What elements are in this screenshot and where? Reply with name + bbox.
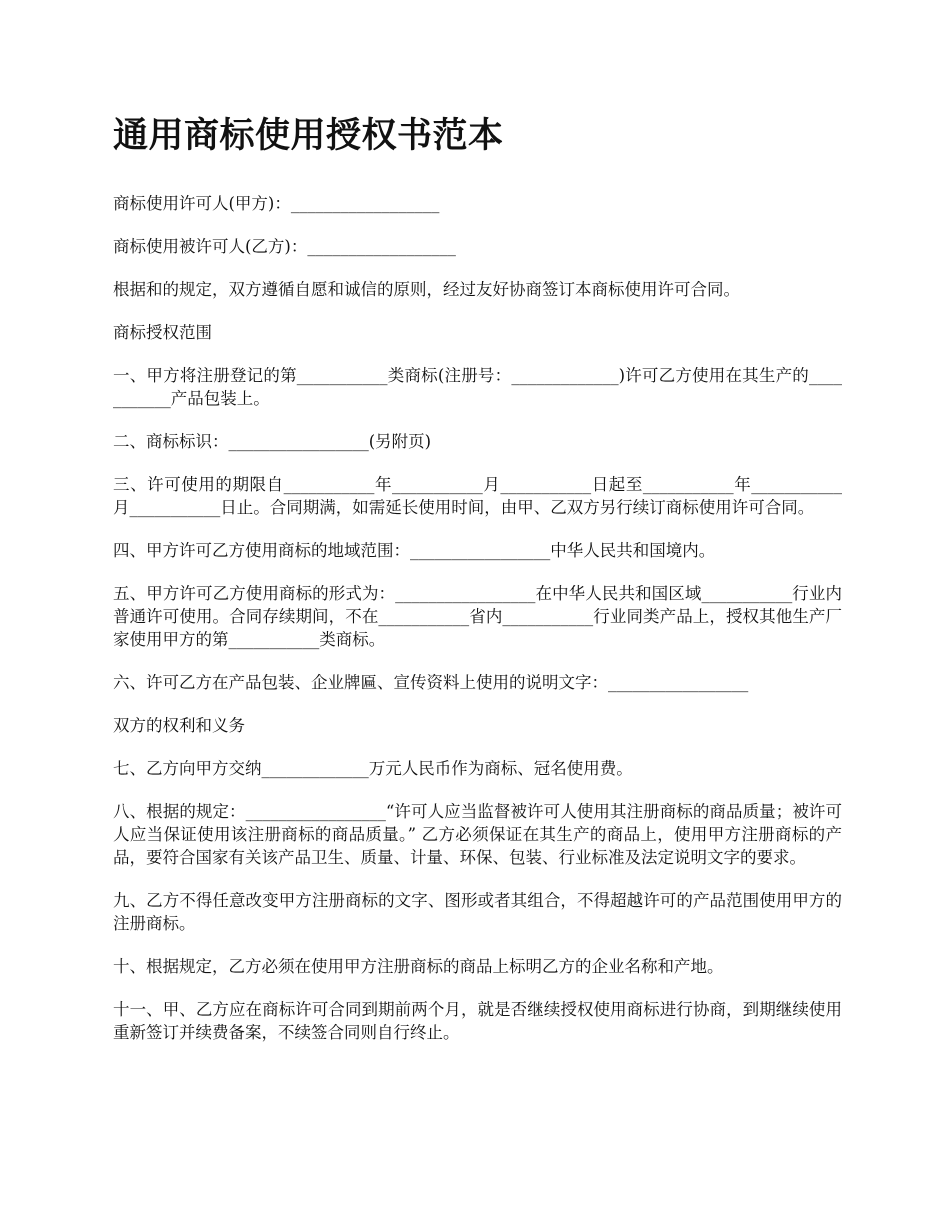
licensee-line: 商标使用被许可人(乙方)：__________________ [113,237,456,256]
clause-8: 八、根据的规定：_________________“许可人应当监督被许可人使用其注册商标的商品质量；被许可人应当保证使用该注册商标的商品质量。” 乙方必须保证在其生产的商品上，使用甲方注册商标的产品，要符合国家有关该产品卫生、质量、计量、环保、包装、行业标准及法定说明文字的要求。 [113,802,842,867]
clause-11: 十一、甲、乙方应在商标许可合同到期前两个月，就是否继续授权使用商标进行协商，到期继续使用重新签订并续费备案，不续签合同则自行终止。 [113,1000,842,1042]
clause-1: 一、甲方将注册登记的第___________类商标(注册号：_____________)许可乙方使用在其生产的___________产品包装上。 [113,366,842,408]
clause-6: 六、许可乙方在产品包装、企业牌匾、宣传资料上使用的说明文字：_________________ [113,673,749,692]
clause-4: 四、甲方许可乙方使用商标的地域范围：_________________中华人民共和国境内。 [113,541,716,560]
section-heading-scope: 商标授权范围 [113,323,212,342]
clause-3: 三、许可使用的期限自___________年___________月___________日起至___________年___________月___________日止。合同期满，如需延长使用时间，由甲、乙双方另行续订商标使用许可合同。 [113,475,842,517]
document-title: 通用商标使用授权书范本 [113,115,504,156]
clause-2: 二、商标标识：_________________(另附页) [113,432,432,451]
section-heading-rights: 双方的权利和义务 [113,716,245,735]
clause-10: 十、根据规定，乙方必须在使用甲方注册商标的商品上标明乙方的企业名称和产地。 [113,957,724,976]
clause-7: 七、乙方向甲方交纳_____________万元人民币作为商标、冠名使用费。 [113,759,633,778]
clause-9: 九、乙方不得任意改变甲方注册商标的文字、图形或者其组合，不得超越许可的产品范围使用甲方的注册商标。 [113,891,842,933]
preamble-paragraph: 根据和的规定，双方遵循自愿和诚信的原则，经过友好协商签订本商标使用许可合同。 [113,280,740,299]
clause-5: 五、甲方许可乙方使用商标的形式为：_________________在中华人民共和国区域___________行业内普通许可使用。合同存续期间，不在___________省内___________行业同类产品上，授权其他生产厂家使用甲方的第___________类商标。 [113,584,842,649]
licensor-line: 商标使用许可人(甲方)：__________________ [113,194,440,213]
